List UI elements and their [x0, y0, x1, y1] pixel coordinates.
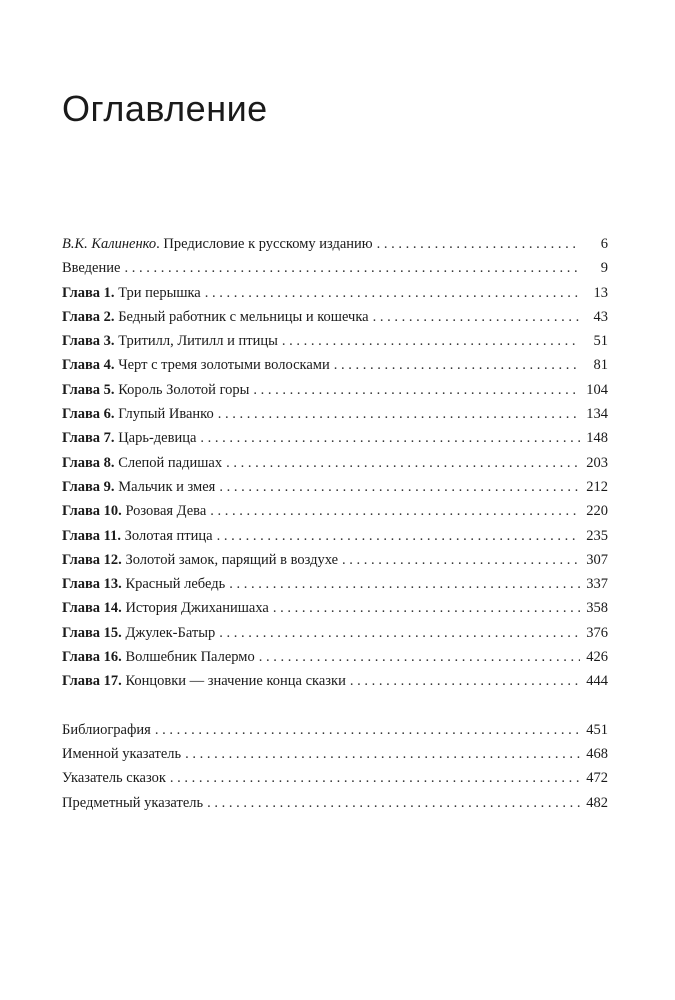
toc-entry-page: 6: [600, 236, 608, 252]
toc-entry-page: 220: [586, 503, 608, 520]
dot-leader: [124, 256, 580, 280]
chapter-title: Концовки — значение конца сказки: [125, 673, 346, 690]
toc-entry-title: Указатель сказок: [62, 770, 166, 787]
dot-leader: [377, 232, 580, 256]
toc-entry-name-index[interactable]: [62, 742, 608, 766]
toc-entry-page: 472: [586, 770, 608, 787]
dot-leader: [273, 596, 580, 620]
chapter-label: Глава 2.: [62, 308, 115, 325]
chapter-label: Глава 3.: [62, 333, 115, 350]
dot-leader: [373, 305, 580, 329]
toc-entry-author: В.К. Калиненко: [62, 236, 157, 252]
toc-entry-chapter-6[interactable]: [62, 402, 608, 426]
toc-entry-page: 81: [593, 357, 608, 374]
toc-entry-page: 148: [586, 430, 608, 447]
toc-entry-chapter-10[interactable]: [62, 499, 608, 523]
chapter-title: Золотая птица: [124, 527, 213, 544]
chapter-label: Глава 17.: [62, 673, 122, 690]
page-title: Оглавление: [62, 88, 268, 129]
dot-leader: [259, 645, 580, 669]
chapter-label: Глава 14.: [62, 600, 122, 617]
toc-entry-page: 444: [586, 673, 608, 690]
table-of-contents: [62, 232, 608, 815]
dot-leader: [226, 451, 580, 475]
dot-leader: [253, 378, 580, 402]
chapter-title: Черт с тремя золотыми волосками: [118, 357, 330, 374]
chapter-title: История Джиханишаха: [125, 600, 269, 617]
dot-leader: [219, 621, 580, 645]
toc-entry-chapter-17[interactable]: [62, 669, 608, 693]
toc-entry-page: 358: [586, 600, 608, 617]
toc-entry-title: Именной указатель: [62, 745, 182, 762]
toc-entry-chapter-7[interactable]: [62, 426, 608, 450]
toc-entry-title: Введение: [62, 260, 121, 277]
dot-leader: [210, 499, 580, 523]
dot-leader: [155, 718, 580, 742]
toc-entry-page: 482: [586, 794, 608, 811]
toc-entry-chapter-12[interactable]: [62, 548, 608, 572]
toc-entry-page: 104: [586, 381, 608, 398]
toc-entry-chapter-4[interactable]: [62, 353, 608, 377]
dot-leader: [205, 281, 580, 305]
toc-entry-page: 376: [586, 624, 608, 641]
chapter-label: Глава 8.: [62, 454, 115, 471]
chapter-title: Красный лебедь: [125, 576, 226, 593]
toc-entry-chapter-15[interactable]: [62, 621, 608, 645]
toc-entry-chapter-9[interactable]: [62, 475, 608, 499]
toc-entry-title: . Предисловие к русскому изданию: [156, 236, 373, 252]
chapter-title: Волшебник Палермо: [125, 649, 255, 666]
dot-leader: [229, 572, 580, 596]
toc-entry-page: 13: [593, 284, 608, 301]
chapter-label: Глава 1.: [62, 284, 115, 301]
toc-entry-page: 134: [586, 406, 608, 423]
toc-entry-page: 337: [586, 576, 608, 593]
dot-leader: [200, 426, 580, 450]
toc-entry-chapter-13[interactable]: [62, 572, 608, 596]
chapter-title: Бедный работник с мельницы и кошечка: [118, 308, 369, 325]
toc-entry-chapter-3[interactable]: [62, 329, 608, 353]
toc-entry-title: Предметный указатель: [62, 794, 204, 811]
chapter-title: Глупый Иванко: [118, 406, 214, 423]
dot-leader: [217, 524, 580, 548]
toc-entry-introduction[interactable]: [62, 256, 608, 280]
toc-entry-chapter-1[interactable]: [62, 281, 608, 305]
toc-entry-chapter-11[interactable]: [62, 524, 608, 548]
chapter-label: Глава 6.: [62, 406, 115, 423]
chapter-title: Розовая Дева: [125, 503, 207, 520]
dot-leader: [170, 766, 580, 790]
toc-entry-chapter-16[interactable]: [62, 645, 608, 669]
chapter-label: Глава 9.: [62, 478, 115, 495]
chapter-title: Король Золотой горы: [118, 381, 250, 398]
toc-entry-page: 212: [586, 478, 608, 495]
chapter-title: Три перышка: [118, 284, 201, 301]
chapter-title: Мальчик и змея: [118, 478, 216, 495]
dot-leader: [334, 353, 580, 377]
chapter-label: Глава 15.: [62, 624, 122, 641]
toc-entry-page: 235: [586, 527, 608, 544]
chapter-title: Царь-девица: [118, 430, 197, 447]
toc-entry-chapter-2[interactable]: [62, 305, 608, 329]
chapter-label: Глава 7.: [62, 430, 115, 447]
chapter-title: Слепой падишах: [118, 454, 223, 471]
chapter-label: Глава 5.: [62, 381, 115, 398]
chapter-label: Глава 11.: [62, 527, 122, 544]
dot-leader: [342, 548, 580, 572]
toc-entry-page: 203: [586, 454, 608, 471]
toc-entry-preface[interactable]: [62, 232, 608, 256]
chapter-label: Глава 12.: [62, 551, 122, 568]
toc-entry-tale-index[interactable]: [62, 766, 608, 790]
toc-entry-chapter-14[interactable]: [62, 596, 608, 620]
dot-leader: [207, 791, 580, 815]
toc-entry-page: 426: [586, 649, 608, 666]
toc-entry-page: 468: [586, 745, 608, 762]
toc-entry-chapter-8[interactable]: [62, 451, 608, 475]
dot-leader: [219, 475, 580, 499]
chapter-title: Золотой замок, парящий в воздухе: [125, 551, 339, 568]
chapter-label: Глава 16.: [62, 649, 122, 666]
toc-entry-chapter-5[interactable]: [62, 378, 608, 402]
toc-entry-page: 307: [586, 551, 608, 568]
chapter-label: Глава 10.: [62, 503, 122, 520]
toc-entry-subject-index[interactable]: [62, 791, 608, 815]
toc-entry-bibliography[interactable]: [62, 718, 608, 742]
toc-entry-page: 51: [593, 333, 608, 350]
dot-leader: [185, 742, 580, 766]
dot-leader: [282, 329, 580, 353]
chapter-label: Глава 4.: [62, 357, 115, 374]
toc-entry-title: Библиография: [62, 721, 151, 738]
chapter-label: Глава 13.: [62, 576, 122, 593]
chapter-title: Джулек-Батыр: [125, 624, 216, 641]
toc-entry-page: 451: [586, 721, 608, 738]
chapter-title: Тритилл, Литилл и птицы: [118, 333, 278, 350]
toc-entry-page: 9: [600, 260, 608, 277]
dot-leader: [218, 402, 580, 426]
toc-entry-page: 43: [593, 308, 608, 325]
dot-leader: [350, 669, 580, 693]
